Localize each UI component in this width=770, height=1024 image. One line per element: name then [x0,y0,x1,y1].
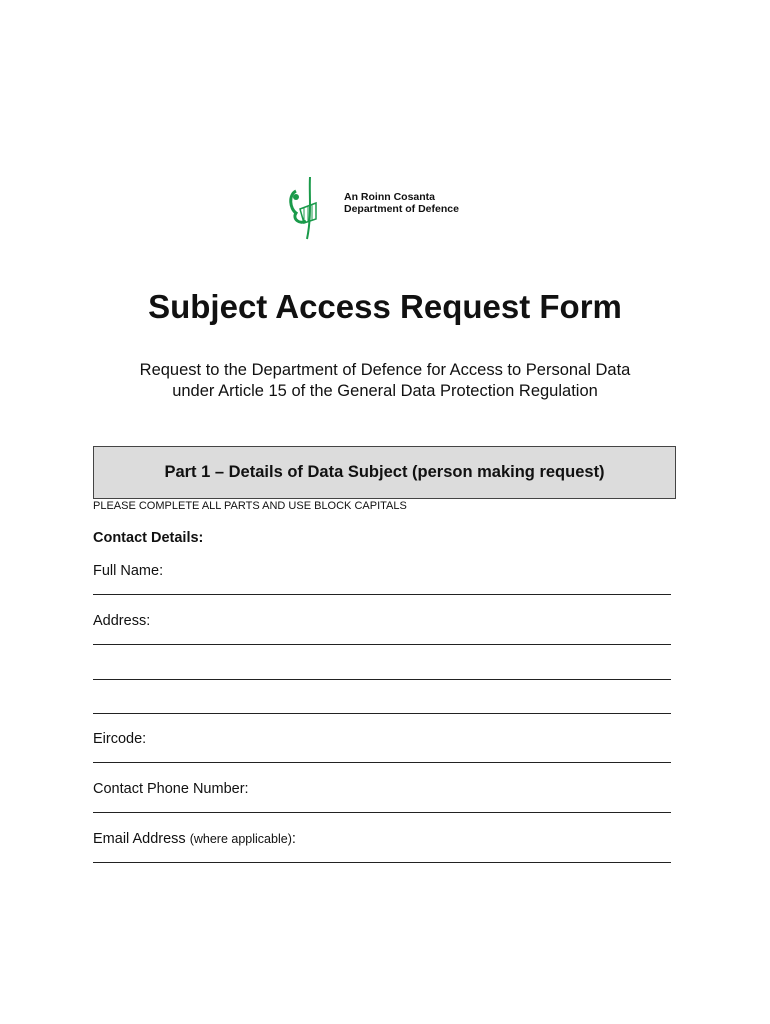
address-field-line-1[interactable] [93,644,671,645]
email-label [93,831,296,847]
email-field[interactable] [93,862,671,863]
phone-field[interactable] [93,812,671,813]
page-title: Subject Access Request Form [148,288,622,325]
subtitle-line-1: Request to the Department of Defence for Access to Personal Data [139,361,631,379]
full-name-label: Full Name: [93,563,164,579]
email-label-colon: : [291,831,296,847]
eircode-field[interactable] [93,762,671,763]
logo-text-irish: An Roinn Cosanta [344,191,435,203]
full-name-field[interactable] [93,594,671,595]
phone-label: Contact Phone Number: [93,781,249,797]
block-capitals-instruction: PLEASE COMPLETE ALL PARTS AND USE BLOCK CAPITALS [93,500,407,512]
page-subtitle [0,360,770,402]
part1-heading: Part 1 – Details of Data Subject (person making request) [164,463,605,481]
address-field-line-2[interactable] [93,679,671,680]
email-label-text: Email Address [93,831,186,847]
contact-details-heading: Contact Details: [93,530,204,546]
part1-heading-box [93,446,676,499]
eircode-label: Eircode: [93,731,147,747]
subtitle-line-2: under Article 15 of the General Data Protection Regulation [172,382,598,400]
department-logo [282,175,482,241]
address-field-line-3[interactable] [93,713,671,714]
email-label-note: (where applicable) [189,832,292,846]
logo-text-english: Department of Defence [344,203,459,215]
address-label: Address: [93,613,151,629]
harp-emblem-icon [282,175,332,241]
